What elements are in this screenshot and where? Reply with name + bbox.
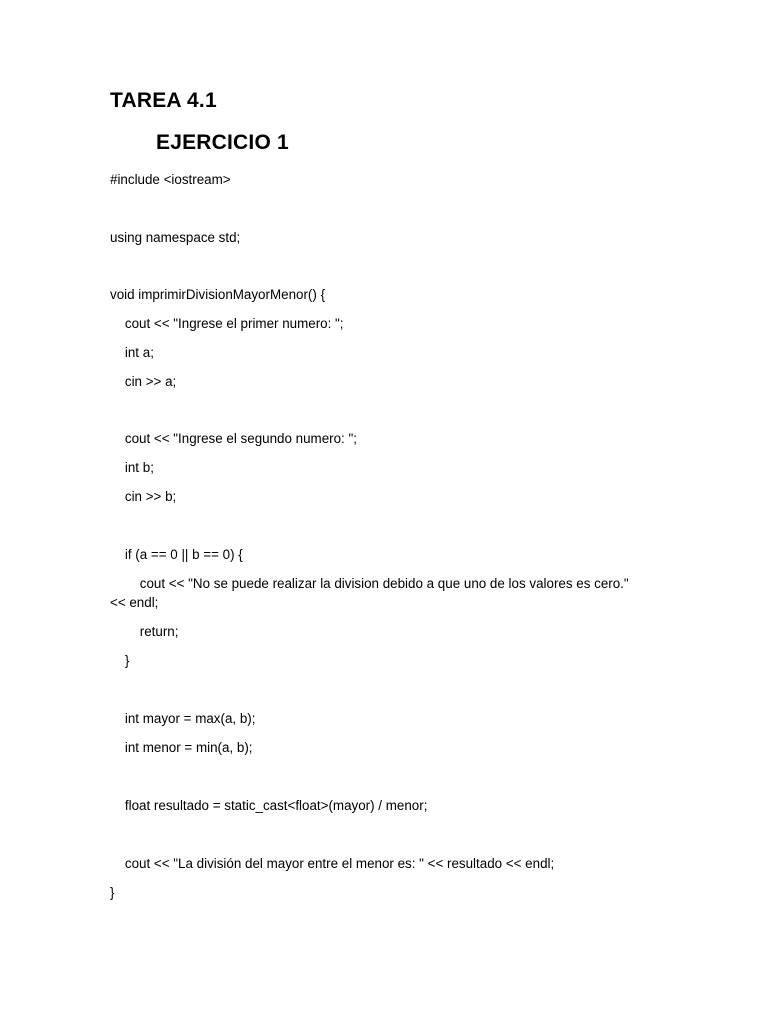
code-line: float resultado = static_cast<float>(mayor) / menor;: [110, 798, 428, 813]
code-line: void imprimirDivisionMayorMenor() {: [110, 287, 326, 302]
code-line: if (a == 0 || b == 0) {: [110, 547, 243, 562]
page-title: TAREA 4.1: [110, 89, 217, 112]
code-line: }: [110, 885, 115, 900]
code-line: cout << "Ingrese el segundo numero: ";: [110, 431, 357, 446]
code-line: using namespace std;: [110, 230, 241, 245]
code-line: return;: [110, 624, 179, 639]
exercise-heading: EJERCICIO 1: [156, 131, 289, 154]
code-line: cin >> a;: [110, 374, 177, 389]
code-line: int a;: [110, 345, 154, 360]
code-line: cout << "La división del mayor entre el menor es: " << resultado << endl;: [110, 856, 555, 871]
code-line: cout << "Ingrese el primer numero: ";: [110, 316, 344, 331]
code-line: }: [110, 653, 130, 668]
code-line: #include <iostream>: [110, 172, 231, 187]
code-line: int b;: [110, 460, 154, 475]
code-line: int menor = min(a, b);: [110, 740, 253, 755]
code-line: << endl;: [110, 595, 159, 610]
code-line: int mayor = max(a, b);: [110, 711, 256, 726]
code-line: cout << "No se puede realizar la division debido a que uno de los valores es cero.": [110, 576, 629, 591]
code-line: cin >> b;: [110, 489, 177, 504]
